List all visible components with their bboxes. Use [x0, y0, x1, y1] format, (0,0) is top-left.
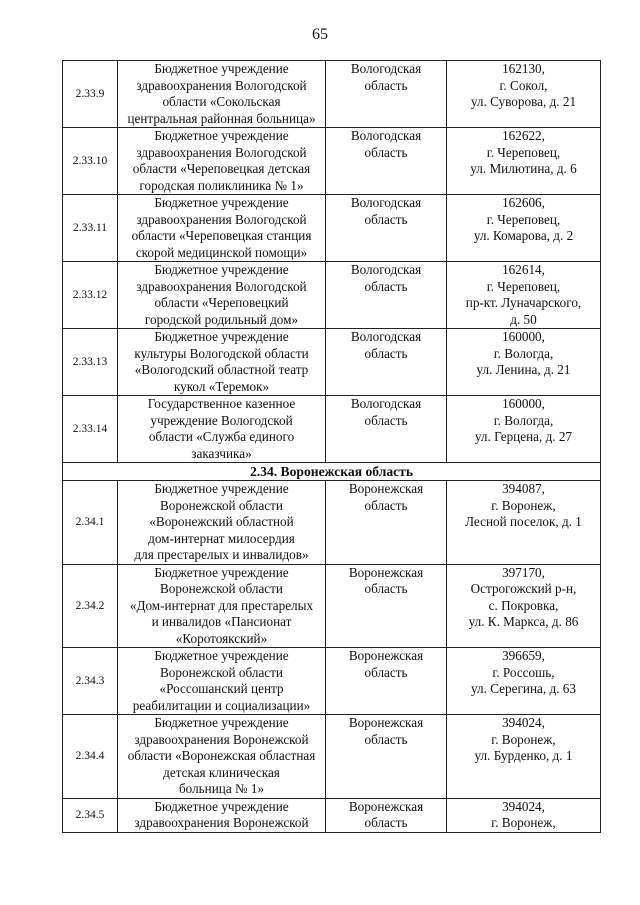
region-line: Воронежская: [348, 798, 424, 814]
institution-name-line: Государственное казенное: [147, 396, 296, 411]
region-line: Воронежская: [348, 481, 424, 496]
section-header-row: [63, 463, 601, 481]
region-line: область: [364, 581, 408, 596]
region-line: Вологодская: [350, 195, 422, 210]
institution-name-cell: [118, 715, 326, 799]
address-line: 394024,: [502, 798, 545, 814]
address-line: ул. Милютина, д. 6: [470, 161, 577, 176]
address-line: г. Воронеж,: [491, 731, 556, 747]
address-cell: [447, 329, 601, 396]
institution-name-line: для престарелых и инвалидов»: [134, 547, 309, 562]
institution-name-line: здравоохранения Вологодской: [136, 211, 307, 227]
address-line: ул. Серегина, д. 63: [471, 681, 576, 696]
address-cell: [447, 195, 601, 262]
institution-name-cell: [118, 481, 326, 565]
table-row: [63, 564, 601, 648]
institution-name-cell: [118, 564, 326, 648]
table-row: [63, 329, 601, 396]
institution-name-cell: [118, 648, 326, 715]
institution-name-line: «Дом-интернат для престарелых: [129, 597, 314, 613]
address-line: г. Воронеж,: [491, 497, 556, 513]
institution-name-line: скорой медицинской помощи»: [135, 244, 308, 260]
region-cell: [326, 195, 447, 262]
institution-name-line: «Коротоякский»: [175, 630, 268, 646]
address-cell: [447, 262, 601, 329]
region-cell: [326, 61, 447, 128]
address-line: 162130,: [502, 61, 545, 76]
institution-name-line: области «Сокольская: [162, 94, 281, 109]
row-number: 2.33.13: [63, 329, 118, 396]
institution-name-line: области «Служба единого: [148, 429, 295, 444]
region-cell: [326, 128, 447, 195]
row-number: 2.34.5: [63, 798, 118, 832]
region-line: Вологодская: [350, 61, 422, 76]
address-line: 162606,: [502, 195, 545, 210]
institution-name-line: заказчика»: [191, 445, 252, 461]
address-line: ул. К. Маркса, д. 86: [468, 614, 579, 629]
region-line: Вологодская: [350, 262, 422, 277]
table-row: [63, 195, 601, 262]
address-line: Острогожский р-н,: [470, 581, 577, 596]
institution-name-line: и инвалидов «Пансионат: [151, 614, 292, 629]
region-line: область: [364, 497, 408, 513]
institution-name-cell: [118, 396, 326, 463]
institution-name-line: Воронежской области: [160, 581, 283, 596]
region-line: Воронежская: [348, 648, 424, 663]
table-row: [63, 648, 601, 715]
region-cell: [326, 564, 447, 648]
institution-name-cell: [118, 329, 326, 396]
institution-name-line: области «Череповецкий: [154, 295, 289, 310]
table-row: [63, 798, 601, 832]
address-cell: [447, 564, 601, 648]
region-line: область: [364, 345, 408, 361]
address-cell: [447, 481, 601, 565]
row-number: 2.33.12: [63, 262, 118, 329]
region-line: область: [364, 144, 408, 160]
address-line: 394087,: [502, 481, 545, 496]
institution-name-line: Бюджетное учреждение: [154, 61, 289, 76]
institution-name-line: дом-интернат милосердия: [148, 530, 295, 546]
institution-name-line: области «Воронежская областная: [127, 748, 316, 763]
region-cell: [326, 396, 447, 463]
region-cell: [326, 798, 447, 832]
row-number: 2.34.3: [63, 648, 118, 715]
address-line: 394024,: [502, 715, 545, 730]
row-number: 2.33.9: [63, 61, 118, 128]
table-row: [63, 396, 601, 463]
institution-name-line: здравоохранения Вологодской: [136, 144, 307, 160]
institution-name-cell: [118, 128, 326, 195]
address-cell: [447, 396, 601, 463]
institution-name-line: «Вологодский областной театр: [134, 362, 309, 377]
address-line: г. Череповец,: [486, 144, 561, 160]
address-line: пр-кт. Луначарского,: [465, 295, 582, 310]
institution-name-line: Бюджетное учреждение: [154, 564, 289, 580]
institutions-table-body: [63, 61, 601, 833]
table-row: [63, 262, 601, 329]
address-line: г. Воронеж,: [491, 815, 556, 830]
institution-name-line: Бюджетное учреждение: [154, 262, 289, 277]
region-cell: [326, 715, 447, 799]
institution-name-line: учреждение Вологодской: [150, 412, 293, 428]
region-cell: [326, 481, 447, 565]
row-number: 2.33.10: [63, 128, 118, 195]
row-number: 2.34.1: [63, 481, 118, 565]
institution-name-line: области «Череповецкая станция: [131, 228, 312, 243]
address-line: 162614,: [502, 262, 545, 277]
institution-name-cell: [118, 195, 326, 262]
institution-name-line: «Россошанский центр: [159, 681, 284, 696]
institution-name-line: Бюджетное учреждение: [154, 481, 289, 496]
address-line: ул. Комарова, д. 2: [473, 228, 574, 243]
address-line: г. Череповец,: [486, 211, 561, 227]
institution-name-line: больница № 1»: [178, 781, 265, 796]
section-title: 2.34. Воронежская область: [63, 463, 601, 481]
region-cell: [326, 329, 447, 396]
address-line: 160000,: [502, 329, 545, 344]
institution-name-line: центральная районная больница»: [127, 110, 316, 126]
institution-name-line: городской родильный дом»: [144, 311, 299, 327]
institution-name-line: кукол «Теремок»: [173, 378, 270, 394]
institutions-table: [62, 60, 601, 833]
institution-name-line: здравоохранения Вологодской: [136, 278, 307, 294]
institution-name-line: детская клиническая: [163, 764, 280, 780]
institution-name-line: Бюджетное учреждение: [154, 195, 289, 210]
address-cell: [447, 715, 601, 799]
address-line: г. Россошь,: [492, 664, 555, 680]
institution-name-line: здравоохранения Воронежской: [134, 815, 309, 830]
institution-name-line: Бюджетное учреждение: [154, 329, 289, 344]
table-row: [63, 481, 601, 565]
table-row: [63, 715, 601, 799]
row-number: 2.33.14: [63, 396, 118, 463]
institution-name-line: городская поликлиника № 1»: [139, 177, 304, 193]
address-line: г. Вологда,: [493, 345, 554, 361]
row-number: 2.33.11: [63, 195, 118, 262]
institution-name-line: Воронежской области: [160, 497, 283, 513]
address-cell: [447, 648, 601, 715]
page-number: 65: [312, 26, 328, 43]
address-line: 162622,: [502, 128, 545, 143]
region-cell: [326, 648, 447, 715]
address-line: Лесной поселок, д. 1: [465, 514, 582, 529]
address-line: 396659,: [502, 648, 545, 663]
region-line: область: [364, 815, 408, 830]
region-line: область: [364, 77, 408, 93]
institution-name-cell: [118, 262, 326, 329]
address-line: 160000,: [502, 396, 545, 411]
address-line: г. Сокол,: [499, 77, 548, 93]
address-cell: [447, 128, 601, 195]
institution-name-cell: [118, 798, 326, 832]
row-number: 2.34.4: [63, 715, 118, 799]
region-line: Воронежская: [348, 564, 424, 580]
region-cell: [326, 262, 447, 329]
address-line: г. Вологда,: [493, 412, 554, 428]
region-line: область: [364, 412, 408, 428]
row-number: 2.34.2: [63, 564, 118, 648]
address-cell: [447, 61, 601, 128]
address-line: с. Покровка,: [488, 597, 559, 613]
institution-name-cell: [118, 61, 326, 128]
address-line: ул. Ленина, д. 21: [476, 362, 571, 377]
table-row: [63, 61, 601, 128]
institution-name-line: Бюджетное учреждение: [154, 128, 289, 143]
address-line: ул. Суворова, д. 21: [470, 94, 577, 109]
institution-name-line: «Воронежский областной: [149, 514, 294, 529]
region-line: область: [364, 731, 408, 747]
institution-name-line: Бюджетное учреждение: [154, 715, 289, 730]
region-line: Вологодская: [350, 329, 422, 344]
table-row: [63, 128, 601, 195]
address-line: 397170,: [502, 564, 545, 580]
address-cell: [447, 798, 601, 832]
region-line: Вологодская: [350, 396, 422, 411]
institution-name-line: Воронежской области: [160, 664, 283, 680]
address-line: д. 50: [510, 311, 537, 327]
region-line: Вологодская: [350, 128, 422, 143]
region-line: область: [364, 211, 408, 227]
address-line: г. Череповец,: [486, 278, 561, 294]
region-line: область: [364, 278, 408, 294]
institution-name-line: Бюджетное учреждение: [154, 648, 289, 663]
region-line: Воронежская: [348, 715, 424, 730]
region-line: область: [364, 664, 408, 680]
institution-name-line: здравоохранения Воронежской: [134, 731, 309, 747]
institution-name-line: реабилитации и социализации»: [132, 697, 311, 713]
institution-name-line: здравоохранения Вологодской: [136, 77, 307, 93]
institution-name-line: культуры Вологодской области: [134, 345, 309, 361]
address-line: ул. Бурденко, д. 1: [474, 748, 573, 763]
institution-name-line: области «Череповецкая детская: [132, 161, 311, 176]
address-line: ул. Герцена, д. 27: [474, 429, 573, 444]
institution-name-line: Бюджетное учреждение: [154, 798, 289, 814]
